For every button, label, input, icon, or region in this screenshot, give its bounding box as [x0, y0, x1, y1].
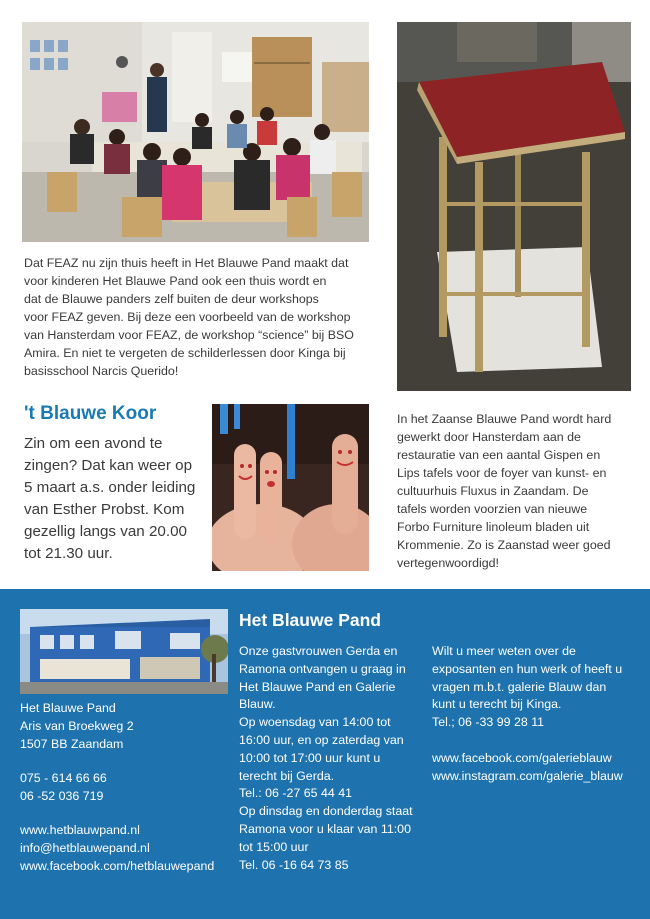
footer-web-links[interactable]: www.hetblauwpand.nl info@hetblauwepand.nl www.facebook.com/hetblauwepand	[20, 823, 215, 873]
footer-social-links[interactable]: www.facebook.com/galerieblauw www.instagram.com/galerie_blauw	[432, 751, 623, 783]
footer-address: Het Blauwe Pand Aris van Broekweg 2 1507 BB Zaandam	[20, 701, 134, 751]
footer-title: Het Blauwe Pand	[239, 610, 381, 630]
feaz-paragraph: Dat FEAZ nu zijn thuis heeft in Het Blauwe Pand maakt dat voor kinderen Het Blauwe Pand ook een thuis wordt en dat de Blauwe panders zelf buiten de deur workshops voor FEAZ geven. Bij deze een voorbeeld van de workshop van Hansterdam voor FEAZ, de workshop “science” bij BSO Amira. En niet te vergeten de schilderlessen door Kinga bij basisschool Narcis Querido!	[24, 256, 354, 378]
painted-fingers-photo	[212, 404, 369, 571]
footer-hosts-info: Onze gastvrouwen Gerda en Ramona ontvangen u graag in Het Blauwe Pand en Galerie Blauw. Op woensdag van 14:00 tot 16:00 uur, en op zaterdag van 10:00 tot 17:00 uur kunt u terecht bij Gerda. Tel.: 06 -27 65 44 41 Op dinsdag en donderdag staat Ramona voor u klaar van 11:00 tot 15:00 uur Tel. 06 -16 64 73 85	[239, 644, 413, 872]
footer-gallery-info: Wilt u meer weten over de exposanten en hun werk of heeft u vragen m.b.t. galerie Blauw dan kunt u terecht bij Kinga. Tel.; 06 -33 99 28 11	[432, 644, 623, 730]
table-photo	[397, 22, 631, 391]
building-photo	[20, 609, 228, 694]
footer-phones: 075 - 614 66 66 06 -52 036 719	[20, 771, 107, 803]
koor-title: 't Blauwe Koor	[24, 403, 157, 424]
zaanse-paragraph: In het Zaanse Blauwe Pand wordt hard gewerkt door Hansterdam aan de restauratie van een aantal Gispen en Lips tafels voor de foyer van kunst- en cultuurhuis Fluxus in Zaandam. De tafels worden voorzien van nieuwe Forbo Furniture linoleum bladen uit Krommenie. Zo is Zaanstad weer goed vertegenwoordigd!	[397, 412, 612, 570]
koor-paragraph: Zin om een avond te zingen? Dat kan weer op 5 maart a.s. onder leiding van Esther Probst. Kom gezellig langs van 20.00 tot 21.30 uur.	[24, 435, 196, 562]
classroom-photo	[22, 22, 369, 242]
